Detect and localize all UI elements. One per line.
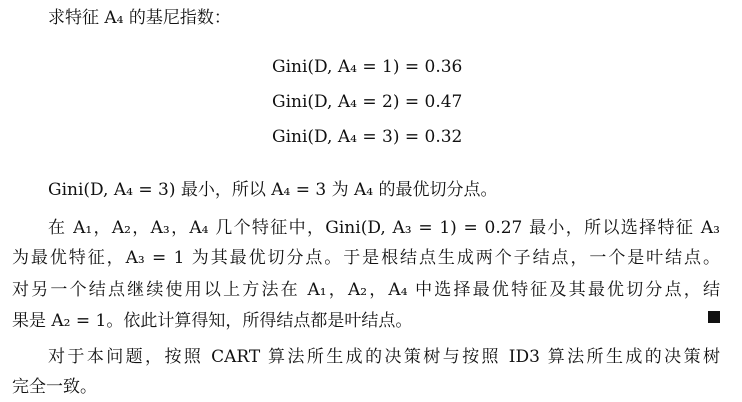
equation-gini-a4-2: Gini(D, A₄ = 2) = 0.47 — [272, 92, 463, 112]
final-line-1: 对于本问题，按照 CART 算法所生成的决策树与按照 ID3 算法所生成的决策树 — [48, 347, 720, 367]
intro-text: 求特征 A₄ 的基尼指数： — [48, 8, 231, 28]
paragraph-line-4: 果是 A₂ = 1。依此计算得知，所得结点都是叶结点。 — [12, 311, 413, 331]
equation-gini-a4-1: Gini(D, A₄ = 1) = 0.36 — [272, 57, 463, 77]
paragraph-line-1: 在 A₁，A₂，A₃，A₄ 几个特征中，Gini(D, A₃ = 1) = 0.27 最小，所以选择特征 A₃ — [48, 218, 720, 238]
paragraph-line-3: 对另一个结点继续使用以上方法在 A₁，A₂，A₄ 中选择最优特征及其最优切分点，结 — [12, 280, 720, 300]
final-line-2: 完全一致。 — [12, 377, 97, 397]
qed-square-icon — [708, 311, 720, 323]
paragraph-line-2: 为最优特征，A₃ = 1 为其最优切分点。于是根结点生成两个子结点，一个是叶结点。 — [12, 248, 720, 268]
conclusion-text: Gini(D, A₄ = 3) 最小，所以 A₄ = 3 为 A₄ 的最优切分点。 — [48, 180, 498, 200]
equation-gini-a4-3: Gini(D, A₄ = 3) = 0.32 — [272, 127, 463, 147]
